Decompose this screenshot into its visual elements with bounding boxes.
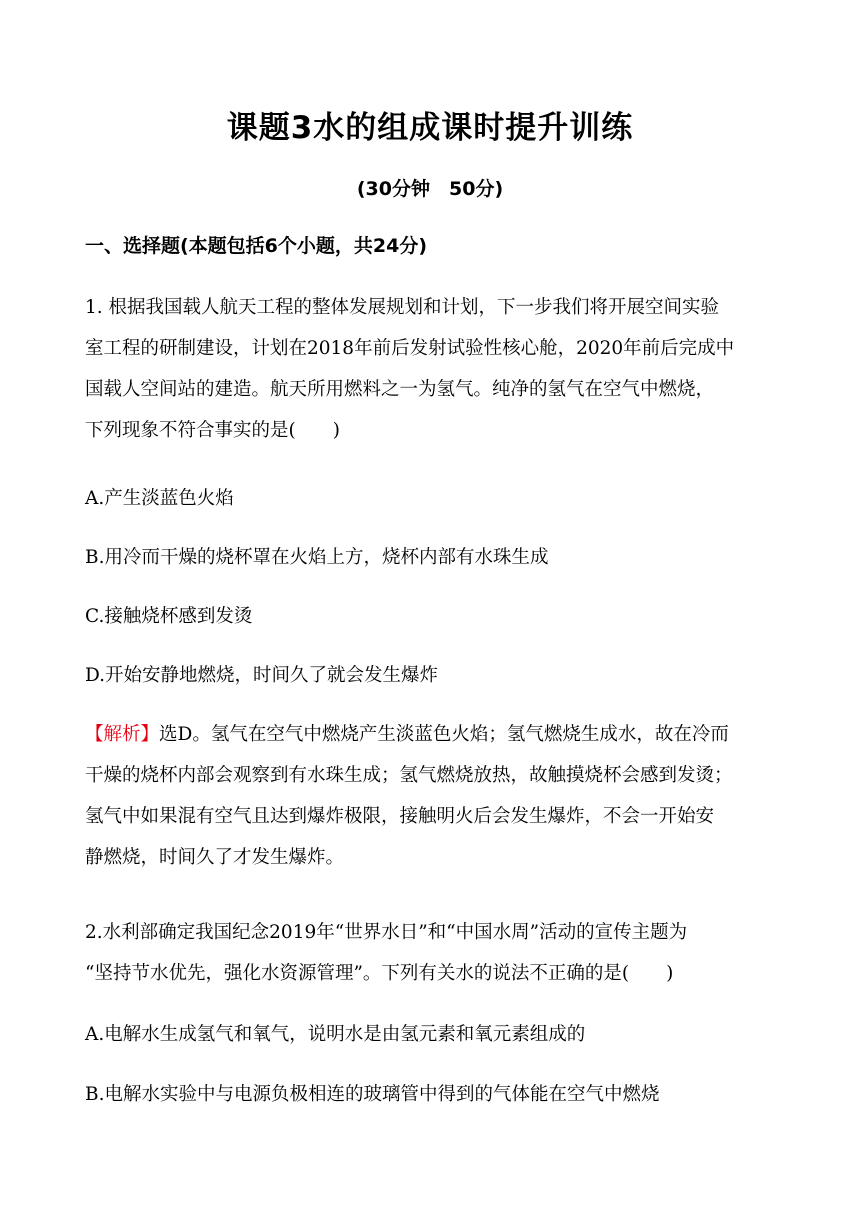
- question-1-line: 下列现象不符合事实的是( ): [85, 420, 340, 441]
- analysis-line: [85, 714, 775, 755]
- question-1-option-c: C.接触烧杯感到发烫: [85, 606, 253, 627]
- question-1-line: 国载人空间站的建造。航天所用燃料之一为氢气。纯净的氢气在空气中燃烧，: [85, 379, 715, 400]
- question-2-option-b: B.电解水实验中与电源负极相连的玻璃管中得到的气体能在空气中燃烧: [85, 1084, 660, 1105]
- question-1-analysis: [85, 714, 775, 878]
- page-title: 课题3水的组成课时提升训练: [226, 110, 634, 146]
- analysis-text: 选D。氢气在空气中燃烧产生淡蓝色火焰；氢气燃烧生成水，故在冷而: [159, 724, 729, 745]
- question-1-line: 室工程的研制建设，计划在2018年前后发射试验性核心舱，2020年前后完成中: [85, 338, 735, 359]
- question-2-option-a: A.电解水生成氢气和氧气，说明水是由氢元素和氧元素组成的: [85, 1024, 586, 1045]
- analysis-line: 干燥的烧杯内部会观察到有水珠生成；氢气燃烧放热，故触摸烧杯会感到发烫；: [85, 765, 733, 786]
- question-2-stem: [85, 912, 775, 994]
- question-1-option-b: B.用冷而干燥的烧杯罩在火焰上方，烧杯内部有水珠生成: [85, 547, 549, 568]
- analysis-line: 静燃烧，时间久了才发生爆炸。: [85, 847, 345, 868]
- section-heading: 一、选择题(本题包括6个小题，共24分): [85, 235, 428, 257]
- question-2-line: “坚持节水优先，强化水资源管理”。下列有关水的说法不正确的是( ): [85, 963, 674, 984]
- question-1-option-a: A.产生淡蓝色火焰: [85, 488, 234, 509]
- analysis-line: 氢气中如果混有空气且达到爆炸极限，接触明火后会发生爆炸，不会一开始安: [85, 806, 715, 827]
- question-1-line: 1. 根据我国载人航天工程的整体发展规划和计划，下一步我们将开展空间实验: [85, 297, 720, 318]
- question-1-stem: [85, 287, 775, 451]
- analysis-tag: 【解析】: [85, 724, 160, 745]
- question-1-option-d: D.开始安静地燃烧，时间久了就会发生爆炸: [85, 665, 439, 686]
- time-score-subtitle: (30分钟 50分): [356, 178, 504, 200]
- question-2-line: 2.水利部确定我国纪念2019年“世界水日”和“中国水周”活动的宣传主题为: [85, 922, 688, 943]
